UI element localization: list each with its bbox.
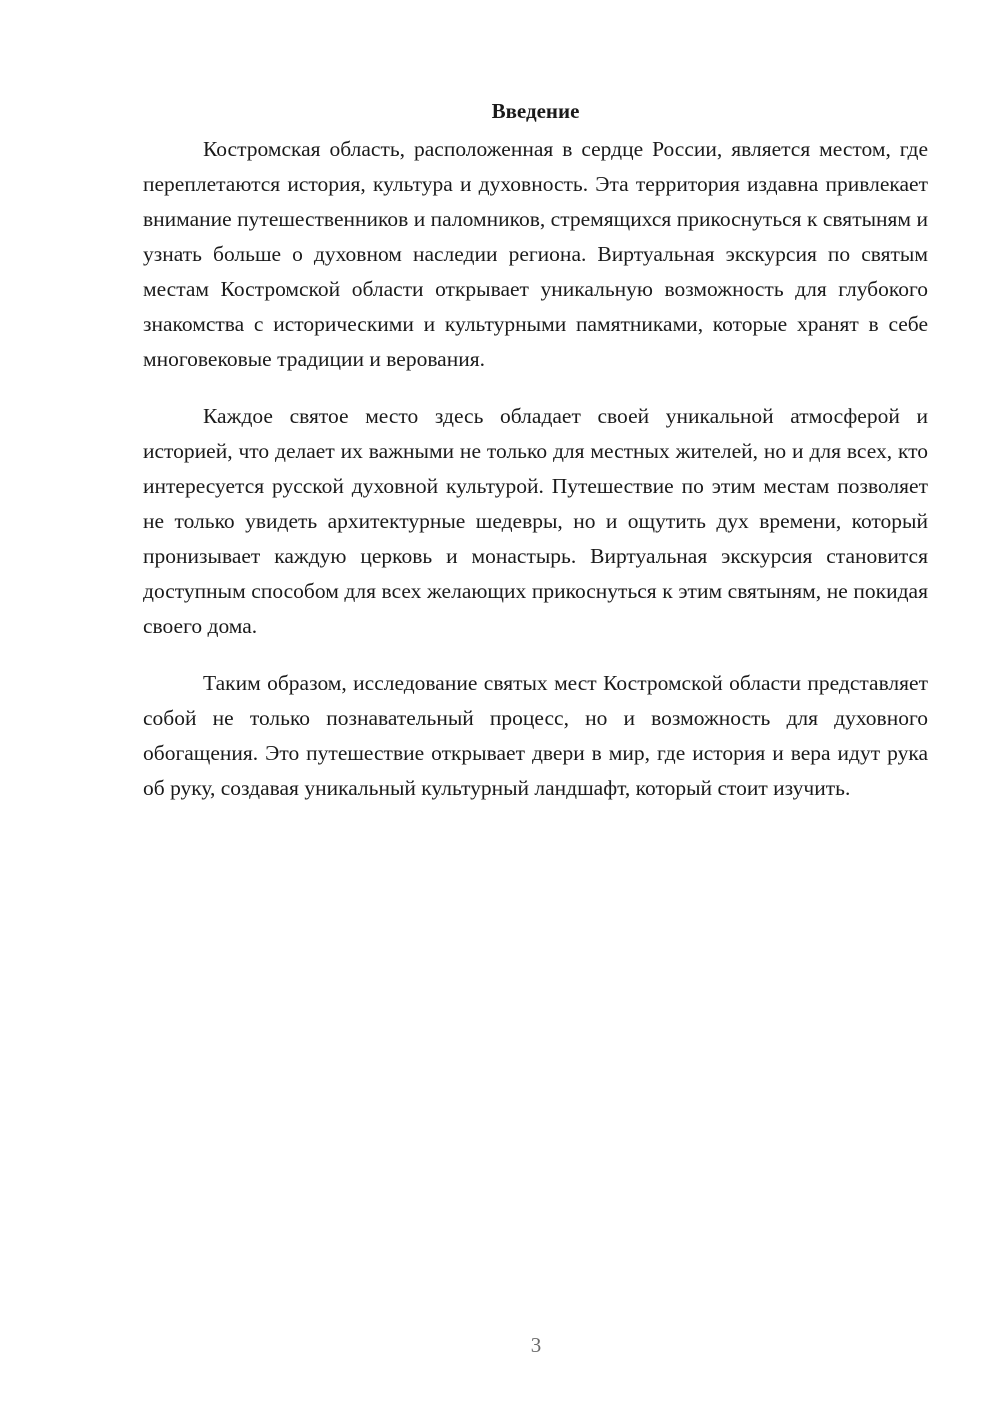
page-content: [143, 96, 928, 828]
section-title: Введение: [491, 99, 580, 123]
page-number: 3: [530, 1333, 542, 1357]
paragraph-2: Каждое святое место здесь обладает своей уникальной атмосферой и историей, что делает их важными не только для местных жителей, но и для всех, кто интересуется русской духовной культурой. Путешествие по этим местам позволяет не только увидеть архитектурные шедевры, но и ощутить дух времени, который пронизывает каждую церковь и монастырь. Виртуальная экскурсия становится доступным способом для всех желающих прикоснуться к этим святыням, не покидая своего дома.: [143, 404, 928, 638]
paragraph-1: Костромская область, расположенная в сердце России, является местом, где переплетаются история, культура и духовность. Эта территория издавна привлекает внимание путешественников и паломников, стремящихся прикоснуться к святыням и узнать больше о духовном наследии региона. Виртуальная экскурсия по святым местам Костромской области открывает уникальную возможность для глубокого знакомства с историческими и культурными памятниками, которые хранят в себе многовековые традиции и верования.: [143, 137, 928, 371]
paragraph-3: Таким образом, исследование святых мест Костромской области представляет собой не только познавательный процесс, но и возможность для духовного обогащения. Это путешествие открывает двери в мир, где история и вера идут рука об руку, создавая уникальный культурный ландшафт, который стоит изучить.: [143, 671, 928, 800]
